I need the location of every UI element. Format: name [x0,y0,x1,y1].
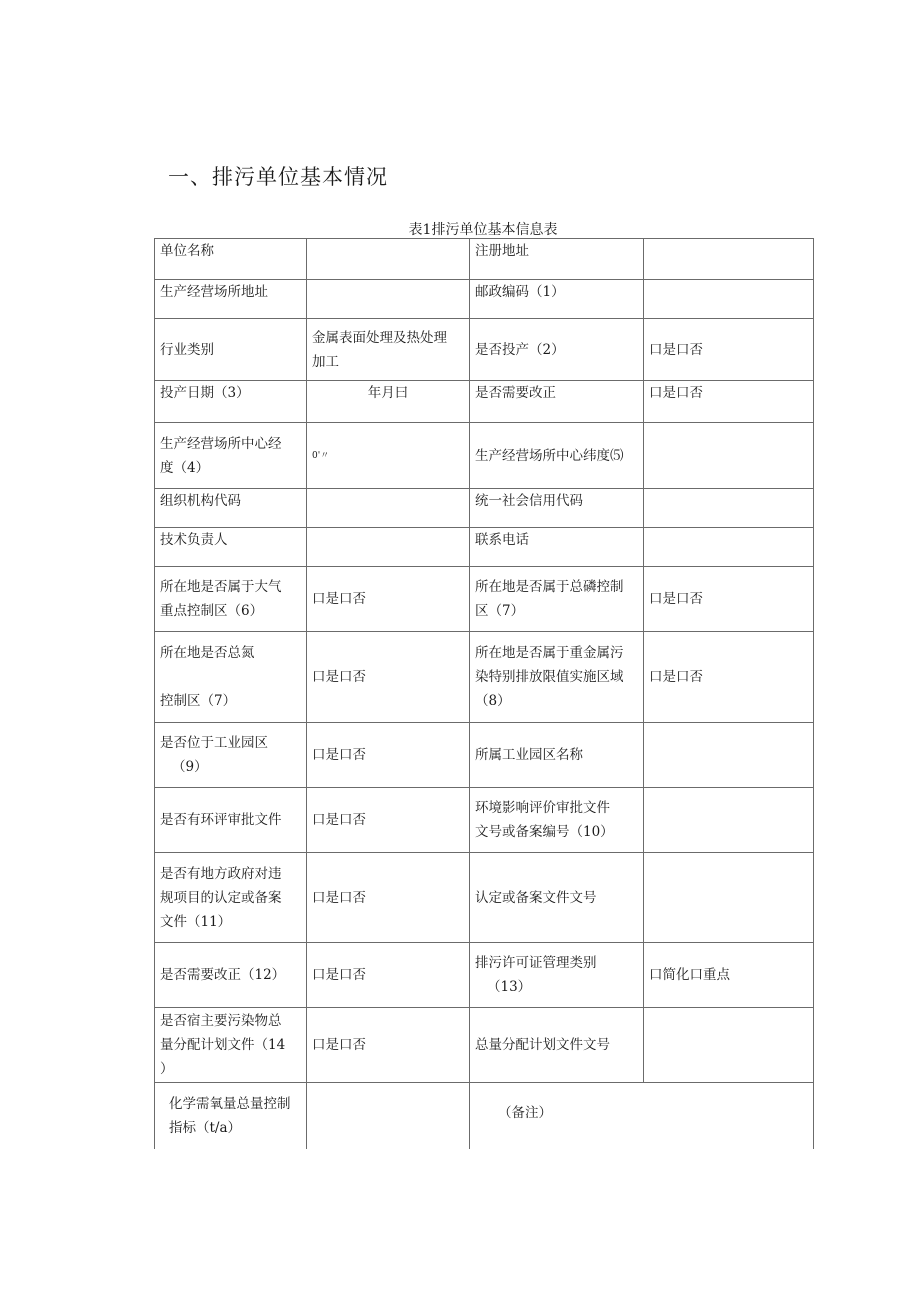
value-eia-doc-number[interactable] [644,788,814,853]
table-row [155,1008,814,1083]
value-industry-category[interactable] [307,319,470,381]
value-recognition-doc-number[interactable] [644,853,814,943]
permit-line-1: 排污许可证管理类别 [475,955,597,971]
heavy-metal-line-1: 所在地是否属于重金属污 [475,645,624,661]
label-cod-control [155,1083,307,1149]
longitude-label-line-2: 度（4） [160,459,210,476]
table-row [155,423,814,489]
table-row [155,528,814,567]
phosphorus-line-1: 所在地是否属于总磷控制 [475,579,624,595]
allocation-line-3: ） [160,1061,174,1077]
table-row [155,489,814,528]
value-allocation-doc-number[interactable] [644,1008,814,1083]
label-site-address: 生产经营场所地址 [155,280,307,319]
table-row [155,723,814,788]
label-phosphorus-zone [470,567,644,632]
label-registered-address: 注册地址 [470,239,644,280]
gov-line-1: 是否有地方政府对违 [160,865,282,882]
value-cod-control[interactable] [307,1083,470,1149]
table-row [155,280,814,319]
nitrogen-line-2: 控制区（7） [160,693,237,709]
label-center-latitude: 生产经营场所中心纬度⑸ [470,423,644,489]
value-in-production[interactable]: 口是口否 [644,319,814,381]
label-tech-lead: 技术负责人 [155,528,307,567]
park-line-1: 是否位于工业园区 [160,735,268,751]
table-row [155,1083,814,1149]
value-org-code[interactable] [307,489,470,528]
label-heavy-metal-zone [470,632,644,723]
table-row [155,632,814,723]
label-phone: 联系电话 [470,528,644,567]
basic-info-table-wrap [154,238,813,1149]
table-row [155,239,814,280]
label-park-name: 所属工业园区名称 [470,723,644,788]
value-postal-code[interactable] [644,280,814,319]
value-gov-recognition[interactable]: 口是口否 [307,853,470,943]
value-total-allocation-plan[interactable]: 口是口否 [307,1008,470,1083]
table-row [155,567,814,632]
value-heavy-metal-zone[interactable]: 口是口否 [644,632,814,723]
value-credit-code[interactable] [644,489,814,528]
label-org-code: 组织机构代码 [155,489,307,528]
label-total-allocation-plan [155,1008,307,1083]
industry-line-2: 加工 [312,353,339,370]
nitrogen-line-1: 所在地是否总氮 [160,645,255,661]
basic-info-table [154,238,814,1149]
cod-line-2: 指标（t/a） [169,1119,242,1136]
label-in-production: 是否投产（2） [470,319,644,381]
value-site-address[interactable] [307,280,470,319]
table-row [155,853,814,943]
label-eia-approval: 是否有环评审批文件 [155,788,307,853]
label-air-control-zone [155,567,307,632]
label-allocation-doc-number: 总量分配计划文件文号 [470,1008,644,1083]
label-center-longitude [155,423,307,489]
value-air-control-zone[interactable]: 口是口否 [307,567,470,632]
industry-line-1: 金属表面处理及热处理 [312,329,447,346]
value-unit-name[interactable] [307,239,470,280]
label-nitrogen-zone [155,632,307,723]
label-unit-name: 单位名称 [155,239,307,280]
heavy-metal-line-2: 染特别排放限值实施区域 [475,669,624,685]
longitude-label-line-1: 生产经营场所中心经 [160,435,282,452]
label-credit-code: 统一社会信用代码 [470,489,644,528]
heavy-metal-line-3: （8） [475,693,511,709]
value-eia-approval[interactable]: 口是口否 [307,788,470,853]
label-eia-doc-number [470,788,644,853]
label-gov-recognition [155,853,307,943]
label-recognition-doc-number: 认定或备案文件文号 [470,853,644,943]
permit-line-2: （13） [487,979,532,995]
label-industrial-park [155,723,307,788]
table-row [155,788,814,853]
value-needs-correction[interactable]: 口是口否 [644,381,814,423]
eia-doc-line-2: 文号或备案编号（10） [475,824,614,840]
value-center-latitude[interactable] [644,423,814,489]
park-line-2: （9） [172,759,208,775]
spacer [160,665,301,689]
table-row [155,381,814,423]
eia-doc-line-1: 环境影响评价审批文件 [475,800,610,816]
value-phone[interactable] [644,528,814,567]
value-park-name[interactable] [644,723,814,788]
value-production-date[interactable]: 年月曰 [307,381,470,423]
value-industrial-park[interactable]: 口是口否 [307,723,470,788]
label-needs-correction: 是否需要改正 [470,381,644,423]
air-zone-line-1: 所在地是否属于大气 [160,579,282,595]
value-registered-address[interactable] [644,239,814,280]
air-zone-line-2: 重点控制区（6） [160,603,264,619]
label-industry-category: 行业类别 [155,319,307,381]
cod-line-1: 化学需氧量总量控制 [169,1095,291,1112]
gov-line-2: 规项目的认定或备案 [160,889,282,906]
label-needs-correction-12: 是否需要改正（12） [155,943,307,1008]
value-tech-lead[interactable] [307,528,470,567]
table-row [155,319,814,381]
table-row [155,943,814,1008]
label-permit-category [470,943,644,1008]
gov-line-3: 文件（11） [160,913,232,930]
allocation-line-1: 是否宿主要污染物总 [160,1013,282,1029]
allocation-line-2: 量分配计划文件（14 [160,1037,286,1053]
value-needs-correction-12[interactable]: 口是口否 [307,943,470,1008]
value-permit-category[interactable]: 口简化口重点 [644,943,814,1008]
remarks-cell[interactable]: （备注） [470,1083,814,1149]
table-caption: 表1排污单位基本信息表 [408,222,558,238]
label-production-date: 投产日期（3） [155,381,307,423]
value-phosphorus-zone[interactable]: 口是口否 [644,567,814,632]
label-postal-code: 邮政编码（1） [470,280,644,319]
value-center-longitude[interactable]: 0'〃 [307,423,470,489]
phosphorus-line-2: 区（7） [475,603,525,619]
section-heading: 一、排污单位基本情况 [168,165,388,189]
value-nitrogen-zone[interactable]: 口是口否 [307,632,470,723]
